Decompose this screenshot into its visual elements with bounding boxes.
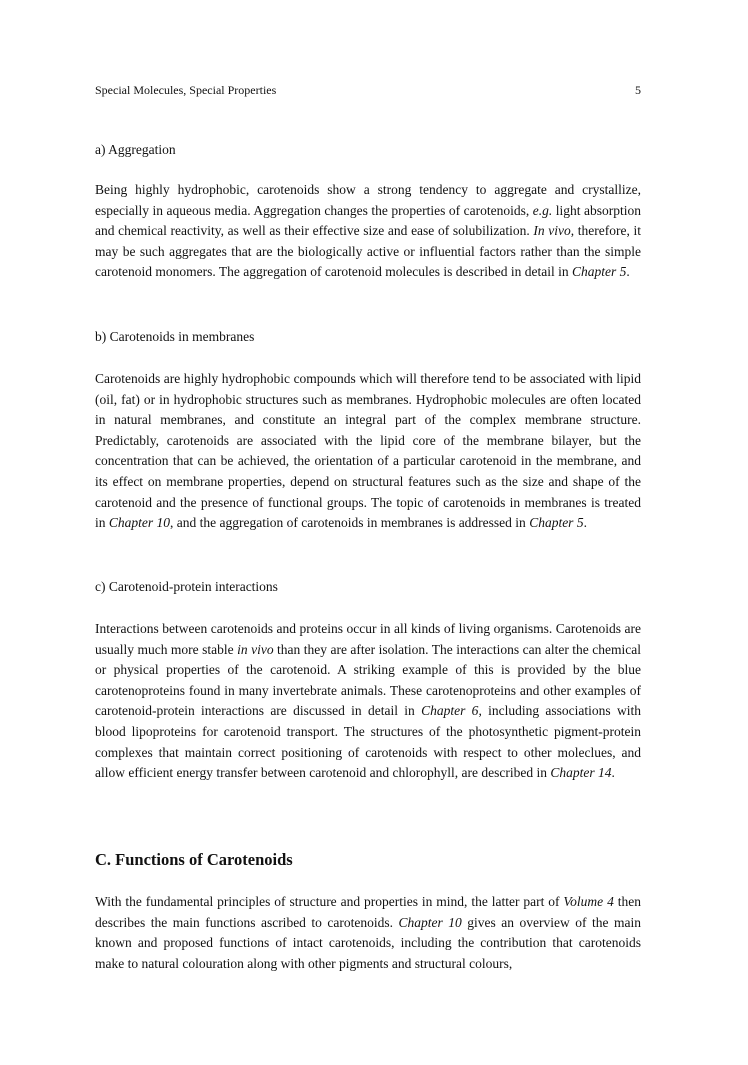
paragraph-functions: With the fundamental principles of structure and properties in mind, the latter part of Volume 4 then describes the main functions ascribed to carotenoids. Chapter 10 gives an overview of the main known and proposed functions of intact carotenoids, including the contribution that carotenoids make to natural colouration along with other pigments and structural colours,: [95, 894, 641, 971]
subheading-membranes: b) Carotenoids in membranes: [95, 329, 255, 344]
section-heading-functions: C. Functions of Carotenoids: [95, 850, 293, 869]
running-header: [95, 81, 641, 99]
paragraph-aggregation: Being highly hydrophobic, carotenoids show a strong tendency to aggregate and crystallize, especially in aqueous media. Aggregation changes the properties of carotenoids, e.g. light absorption and chemical reactivity, as well as their effective size and ease of solubilization. In vivo, therefore, it may be such aggregates that are the biologically active or influential factors rather than the simple carotenoid monomers. The aggregation of carotenoid molecules is described in detail in Chapter 5.: [95, 182, 642, 280]
paragraph-membranes: Carotenoids are highly hydrophobic compounds which will therefore tend to be associated with lipid (oil, fat) or in hydrophobic structures such as membranes. Hydrophobic molecules are often located in natural membranes, and constitute an integral part of the complex membrane structure. Predictably, carotenoids are associated with the lipid core of the membrane bilayer, but the concentration that can be achieved, the orientation of a particular carotenoid in the membrane, and its effect on membrane properties, depend on structural features such as the size and shape of the carotenoid and the presence of functional groups. The topic of carotenoids in membranes is treated in Chapter 10, and the aggregation of carotenoids in membranes is addressed in Chapter 5.: [95, 371, 641, 531]
running-title: Special Molecules, Special Properties: [95, 83, 277, 97]
subheading-protein-interactions: c) Carotenoid-protein interactions: [95, 579, 278, 594]
subheading-aggregation: a) Aggregation: [95, 142, 176, 157]
paragraph-protein-interactions: Interactions between carotenoids and proteins occur in all kinds of living organisms. Carotenoids are usually much more stable in vivo than they are after isolation. The interactions can alter the chemical or physical properties of the carotenoid. A striking example of this is provided by the blue carotenoproteins found in many invertebrate animals. These carotenoproteins and other examples of carotenoid-protein interactions are discussed in detail in Chapter 6, including associations with blood lipoproteins for carotenoid transport. The structures of the photosynthetic pigment-protein complexes that maintain correct positioning of carotenoids with respect to other moleclues, and allow efficient energy transfer between carotenoid and chlorophyll, are described in Chapter 14.: [95, 621, 641, 781]
page-number: 5: [635, 83, 641, 97]
